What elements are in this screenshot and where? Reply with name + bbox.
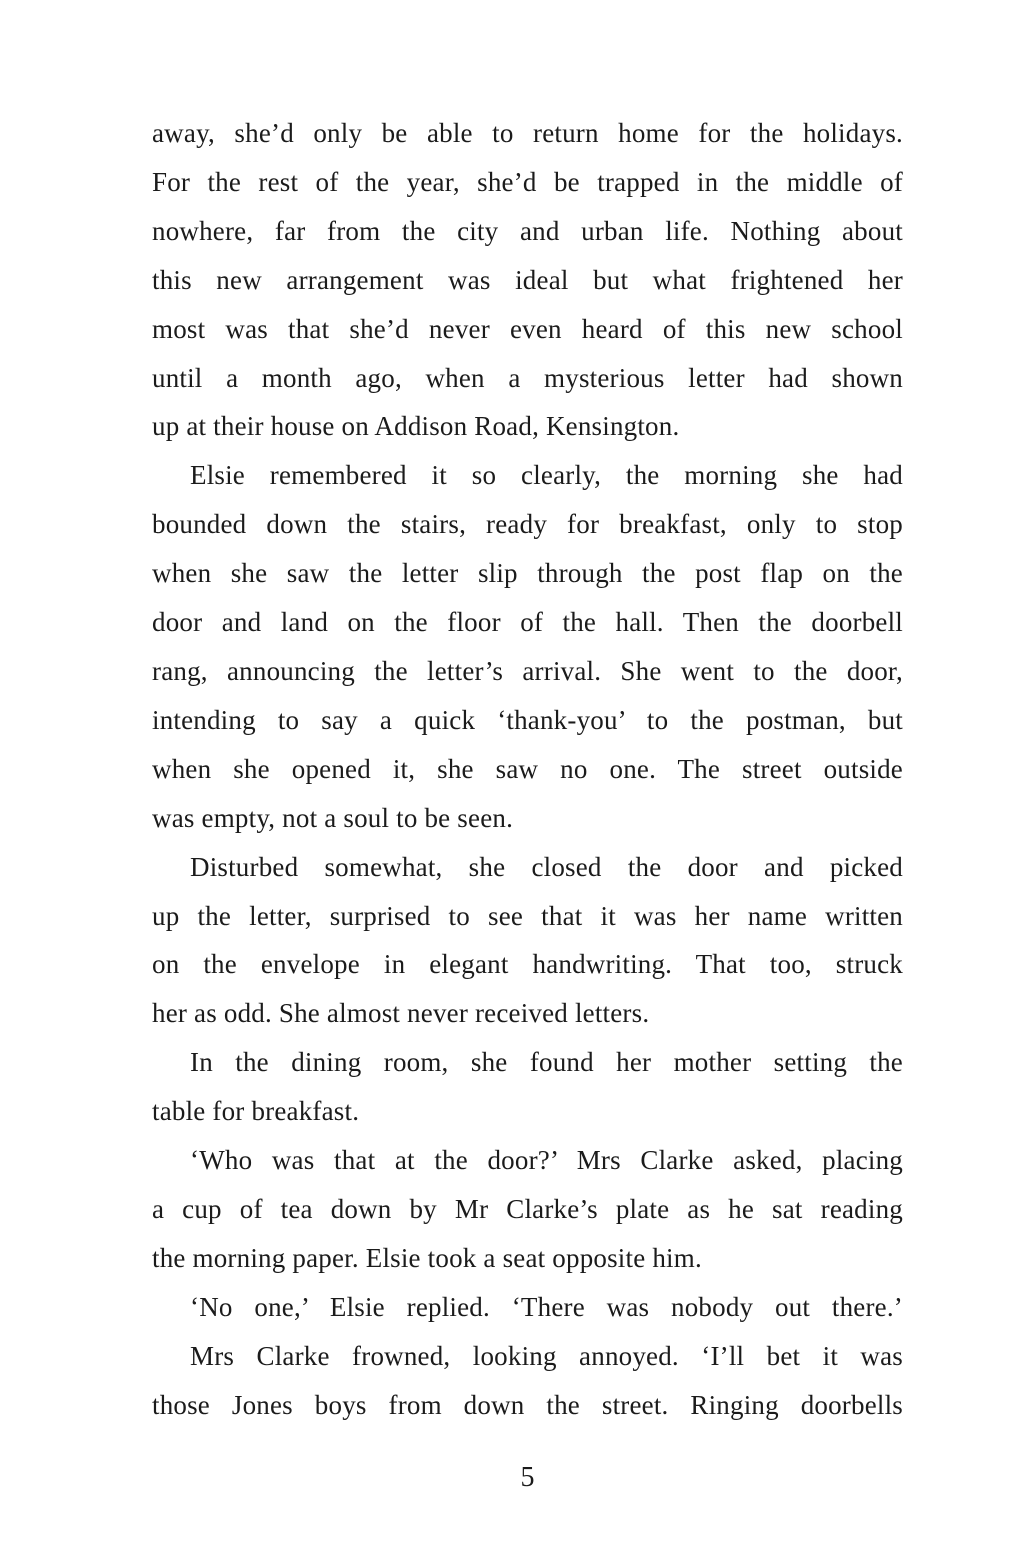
text-line-p2-l2: bounded down the stairs, ready for breakfast, only to stop [152, 509, 903, 540]
text-line-p1-l6: until a month ago, when a mysterious letter had shown [152, 362, 903, 393]
text-line-p7-l1: Mrs Clarke frowned, looking annoyed. ‘I’ll bet it was [190, 1340, 903, 1371]
text-line-p6-l1: ‘No one,’ Elsie replied. ‘There was nobody out there.’ [190, 1291, 903, 1322]
text-line-p2-l7: when she opened it, she saw no one. The street outside [152, 753, 903, 784]
text-line-p3-l2: up the letter, surprised to see that it was her name written [152, 900, 903, 931]
text-line-p2-l8: was empty, not a soul to be seen. [152, 802, 514, 833]
text-line-p2-l6: intending to say a quick ‘thank-you’ to the postman, but [152, 704, 903, 735]
text-line-p4-l1: In the dining room, she found her mother setting the [190, 1047, 903, 1078]
text-line-p1-l7: up at their house on Addison Road, Kensington. [152, 411, 680, 442]
text-line-p4-l2: table for breakfast. [152, 1096, 360, 1127]
text-line-p1-l1: away, she’d only be able to return home for the holidays. [152, 118, 903, 148]
text-line-p2-l1: Elsie remembered it so clearly, the morning she had [190, 460, 903, 491]
text-line-p2-l5: rang, announcing the letter’s arrival. She went to the door, [152, 655, 903, 686]
text-line-p1-l4: this new arrangement was ideal but what frightened her [152, 264, 903, 295]
text-line-p5-l1: ‘Who was that at the door?’ Mrs Clarke asked, placing [190, 1145, 903, 1176]
body-text-block [152, 109, 903, 1429]
text-line-p1-l5: most was that she’d never even heard of this new school [152, 313, 903, 344]
text-line-p7-l2: those Jones boys from down the street. Ringing doorbells [152, 1389, 903, 1420]
text-line-p5-l3: the morning paper. Elsie took a seat opposite him. [152, 1242, 702, 1273]
text-line-p5-l2: a cup of tea down by Mr Clarke’s plate as he sat reading [152, 1193, 903, 1224]
text-line-p2-l4: door and land on the floor of the hall. Then the doorbell [152, 607, 903, 638]
text-line-p1-l2: For the rest of the year, she’d be trapped in the middle of [152, 166, 903, 197]
text-line-p3-l4: her as odd. She almost never received letters. [152, 998, 650, 1029]
text-line-p3-l1: Disturbed somewhat, she closed the door and picked [190, 851, 903, 882]
text-line-p2-l3: when she saw the letter slip through the post flap on the [152, 558, 903, 589]
text-line-p3-l3: on the envelope in elegant handwriting. That too, struck [152, 949, 903, 980]
page-number: 5 [520, 1462, 535, 1493]
text-line-p1-l3: nowhere, far from the city and urban life. Nothing about [152, 215, 903, 246]
